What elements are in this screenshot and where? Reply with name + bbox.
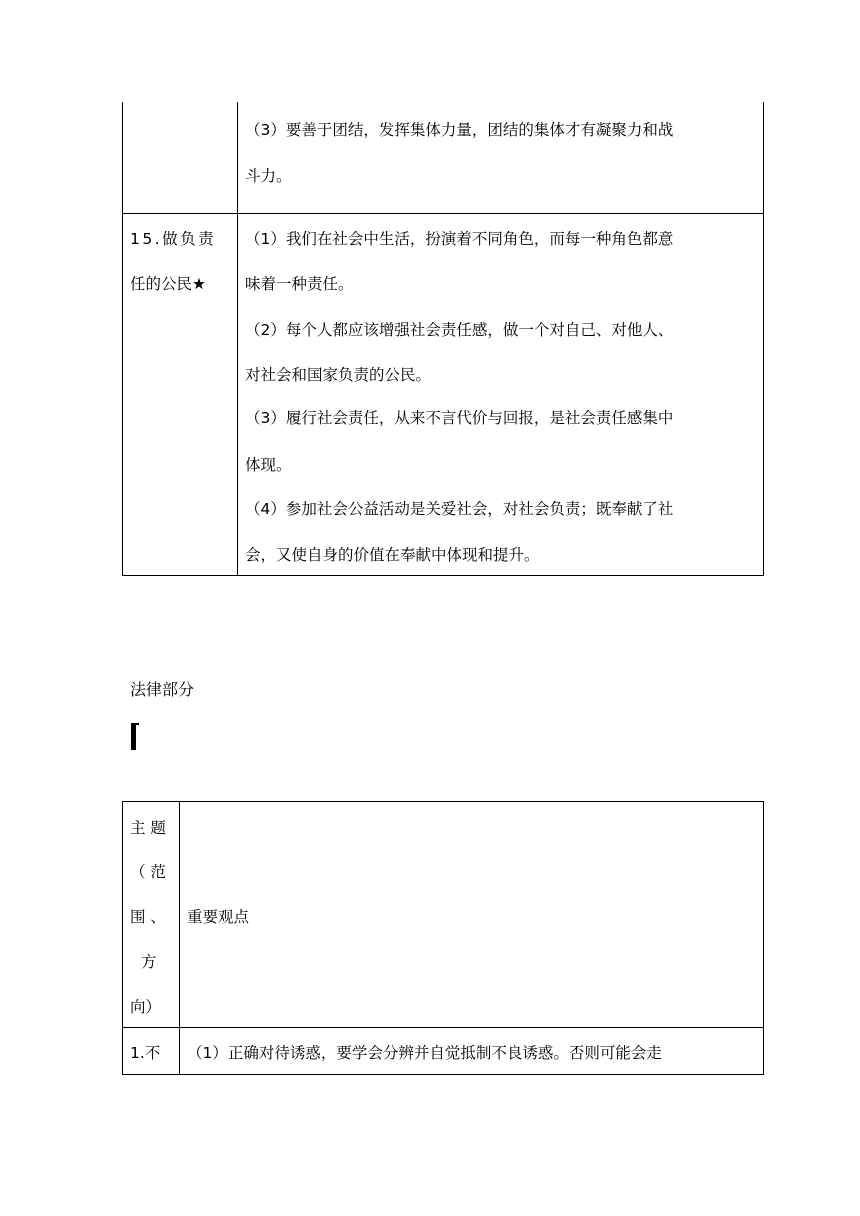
point-text-line: （3）要善于团结，发挥集体力量，团结的集体才有凝聚力和战 xyxy=(245,121,674,139)
point-text-line: （1）正确对待诱惑，要学会分辨并自觉抵制不良诱惑。否则可能会走 xyxy=(187,1044,662,1062)
table-1-row-divider xyxy=(122,213,764,214)
column-header-topic: （ 范 xyxy=(130,863,166,881)
point-text-line: （1）我们在社会中生活，扮演着不同角色，而每一种角色都意 xyxy=(245,230,674,248)
point-text-line: 对社会和国家负责的公民。 xyxy=(245,366,432,384)
table-1-left-border xyxy=(122,102,123,575)
table-1-column-divider xyxy=(237,102,238,575)
topic-text-line: 1.不 xyxy=(130,1044,161,1062)
table-2-top-border xyxy=(122,801,764,802)
point-text-line: （3）履行社会责任，从来不言代价与回报，是社会责任感集中 xyxy=(245,409,674,427)
column-header-topic: 向） xyxy=(130,998,162,1016)
column-header-topic: 围 、 xyxy=(130,908,166,926)
point-text-line: 味着一种责任。 xyxy=(245,275,354,293)
table-1-bottom-border xyxy=(122,575,764,576)
column-header-points: 重要观点 xyxy=(187,908,250,926)
topic-text-line: 任的公民★ xyxy=(130,275,206,293)
table-2-column-divider xyxy=(179,801,180,1075)
point-text-line: （4）参加社会公益活动是关爱社会，对社会负责；既奉献了社 xyxy=(245,500,674,518)
section-title: 法律部分 xyxy=(130,680,195,699)
table-2-right-border xyxy=(763,801,764,1075)
table-2-bottom-border xyxy=(122,1074,764,1075)
topic-text-line: 15.做负责 xyxy=(130,230,217,248)
point-text-line: 斗力。 xyxy=(245,167,292,185)
column-header-topic: 方 xyxy=(141,953,157,971)
table-2-row-divider xyxy=(122,1027,764,1028)
point-text-line: 体现。 xyxy=(245,456,292,474)
column-header-topic: 主 题 xyxy=(130,819,166,837)
section-marker-bar xyxy=(131,723,136,750)
section-marker-cap xyxy=(136,723,139,725)
table-2-left-border xyxy=(122,801,123,1075)
table-1-right-border xyxy=(763,102,764,575)
point-text-line: 会，又使自身的价值在奉献中体现和提升。 xyxy=(245,546,540,564)
point-text-line: （2）每个人都应该增强社会责任感，做一个对自己、对他人、 xyxy=(245,321,674,339)
